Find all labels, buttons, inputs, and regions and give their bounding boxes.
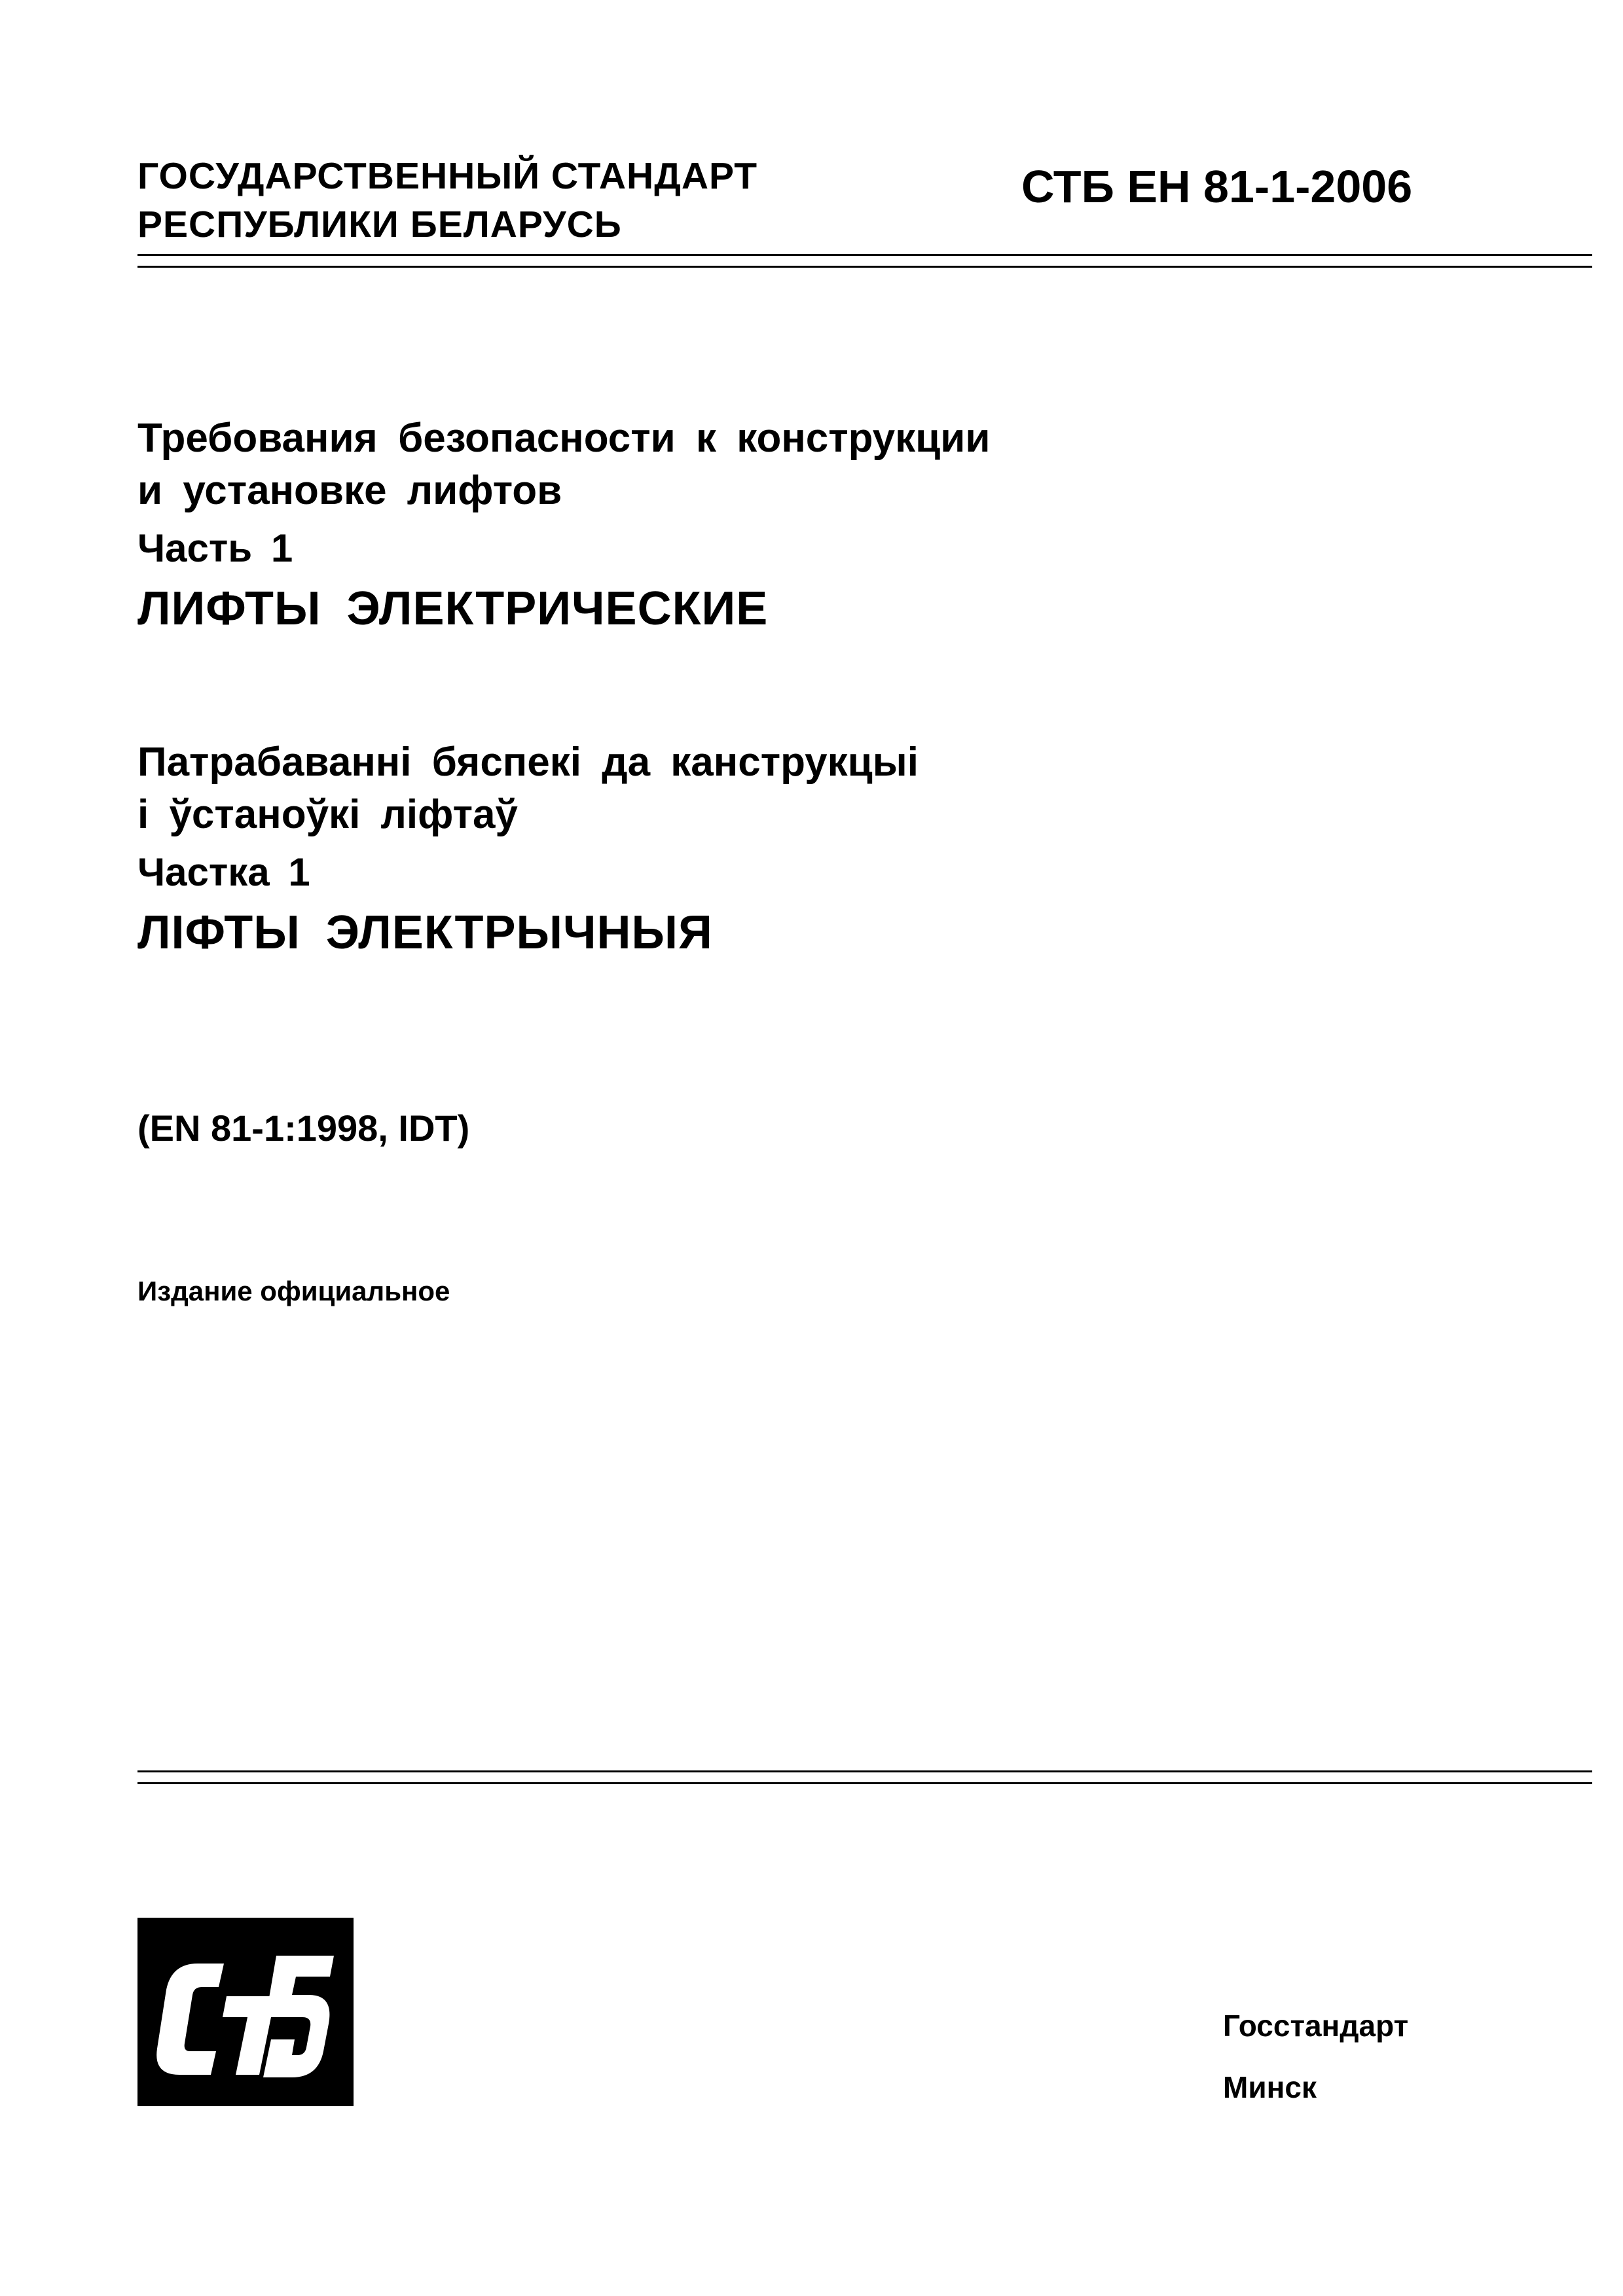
title-by-part: Частка 1	[137, 850, 310, 894]
title-ru-part: Часть 1	[137, 526, 293, 570]
title-by-subtitle: ЛІФТЫ ЭЛЕКТРЫЧНЫЯ	[137, 906, 713, 959]
edition-note: Издание официальное	[137, 1276, 450, 1306]
footer-rule-top	[137, 1770, 1592, 1772]
title-ru-subtitle: ЛИФТЫ ЭЛЕКТРИЧЕСКИЕ	[137, 583, 769, 635]
header-rule-top	[137, 254, 1592, 256]
title-by	[137, 736, 919, 964]
header-rule-bottom	[137, 266, 1592, 268]
title-ru	[137, 412, 991, 640]
international-reference: (EN 81-1:1998, IDT)	[137, 1107, 470, 1149]
publisher-name: Госстандарт	[1223, 2009, 1409, 2043]
issuer-line-1: ГОСУДАРСТВЕННЫЙ СТАНДАРТ	[137, 155, 758, 197]
title-ru-line-2: и установке лифтов	[137, 468, 562, 513]
issuer-block	[137, 152, 757, 249]
stb-logo-graphic	[137, 1918, 354, 2106]
title-by-line-1: Патрабаванні бяспекі да канструкцыі	[137, 740, 919, 785]
title-by-line-2: і ўстаноўкі ліфтаў	[137, 792, 518, 837]
title-ru-line-1: Требования безопасности к конструкции	[137, 416, 991, 461]
issuer-line-2: РЕСПУБЛИКИ БЕЛАРУСЬ	[137, 204, 622, 245]
publisher-block	[1223, 2006, 1408, 2107]
footer-rule-bottom	[137, 1782, 1592, 1784]
standard-code: СТБ ЕН 81-1-2006	[1021, 161, 1413, 212]
stb-logo-icon	[137, 1918, 354, 2106]
publisher-city: Минск	[1223, 2070, 1317, 2104]
